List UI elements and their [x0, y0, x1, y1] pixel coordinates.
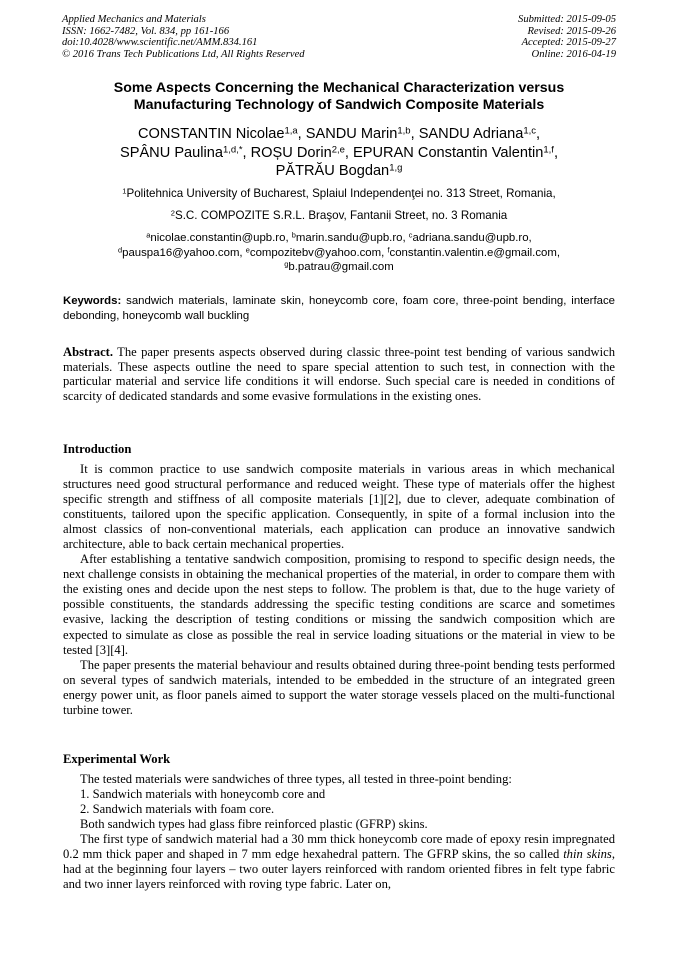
- email-link[interactable]: marin.sandu@upb.ro,: [295, 232, 406, 244]
- email-link[interactable]: compozitebv@yahoo.com,: [249, 246, 385, 259]
- author-name: SANDU Adriana: [418, 126, 524, 142]
- intro-paragraph-3: The paper presents the material behaviour and results obtained during three-point bending tests performed on several types of sandwich materials, intended to be embedded in the structure of an integrated green energy power unit, as floor panels aimed to support the water storage vessels placed on the multi-functional turbine tower.: [63, 657, 615, 717]
- journal-name: Applied Mechanics and Materials: [62, 14, 206, 25]
- abstract-text: The paper presents aspects observed during classic three-point test bending of various sandwich materials. These aspects outline the need to spare special attention to such test, in connection with the particular material and service life conditions it will endorse. Such special care is needed in conditions of scarcity of dedicated standards and some evasive formulations in the existing ones.: [63, 345, 615, 403]
- email-sup: c: [408, 230, 413, 240]
- affiliation-sup: 1: [122, 186, 127, 196]
- exp-p3-text-b: , had at the beginning four layers – two outer layers reinforced with random oriented fibres in felt type fabric and two inner layers reinforced with roving type fabric. Later on,: [63, 847, 615, 892]
- title-line-1: Some Aspects Concerning the Mechanical Characterization versus: [113, 80, 565, 96]
- email-line-3: [40, 260, 638, 275]
- affiliation-text: Politehnica University of Bucharest, Splaiul Independenţei no. 313 Street, Romania,: [126, 187, 556, 200]
- email-link[interactable]: constantin.valentin.e@gmail.com,: [389, 246, 561, 259]
- email-sup: a: [146, 230, 151, 240]
- affiliation-text: S.C. COMPOZITE S.R.L. Braşov, Fantanii Street, no. 3 Romania: [174, 209, 508, 222]
- affiliation-sup: 2: [170, 208, 175, 218]
- author-list: [40, 125, 638, 181]
- abstract-block: [63, 345, 615, 403]
- online-date: Online: 2016-04-19: [531, 48, 616, 60]
- experimental-heading: Experimental Work: [63, 752, 171, 766]
- doi-line: doi:10.4028/www.scientific.net/AMM.834.161: [62, 37, 258, 49]
- email-sup: b: [291, 230, 296, 240]
- issn-line: ISSN: 1662-7482, Vol. 834, pp 161-166: [62, 25, 230, 37]
- affiliation-1: [40, 187, 638, 201]
- exp-p3-emphasis: thin skins: [563, 847, 612, 862]
- submission-dates: [518, 14, 616, 60]
- author-line-1: CONSTANTIN Nicolae$^{1,a}$, SANDU Marin$^{1,b}$, SANDU Adriana$^{1,c}$,: [137, 125, 541, 142]
- author-affil-sup: 1,d,*: [223, 144, 243, 156]
- author-line-3: [40, 162, 638, 181]
- author-affil-sup: 1,g: [389, 162, 403, 174]
- exp-p3-text-a: The first type of sandwich material had a 30 mm thick honeycomb core made of epoxy resin impregnated 0.2 mm thick paper and shaped in 7 mm edge hexahedral pattern. The GFRP skins, the so called: [63, 832, 615, 862]
- exp-paragraph-3: [63, 832, 615, 892]
- email-link[interactable]: b.patrau@gmail.com: [288, 261, 394, 274]
- email-sup: d: [117, 245, 123, 255]
- introduction-section: [63, 462, 615, 718]
- email-sup: f: [387, 245, 390, 255]
- keywords-label: Keywords:: [63, 295, 122, 307]
- author-affil-sup: 2,e: [331, 144, 345, 156]
- email-link[interactable]: adriana.sandu@upb.ro,: [412, 232, 532, 244]
- author-line-2: SPÂNU Paulina$^{1,d,*}$, ROȘU Dorin$^{2,e}$, EPURAN Constantin Valentin$^{1,f}$,: [119, 144, 558, 161]
- exp-list-item-1: 1. Sandwich materials with honeycomb core and: [80, 787, 326, 802]
- author-name: PĂTRĂU Bogdan: [275, 163, 390, 180]
- email-sup: e: [245, 245, 250, 255]
- author-name: CONSTANTIN Nicolae: [137, 126, 285, 142]
- email-link[interactable]: nicolae.constantin@upb.ro,: [150, 232, 289, 244]
- exp-paragraph-2: Both sandwich types had glass fibre reinforced plastic (GFRP) skins.: [80, 817, 428, 832]
- exp-paragraph-1: The tested materials were sandwiches of three types, all tested in three-point bending:: [80, 772, 512, 786]
- title-line-2: Manufacturing Technology of Sandwich Composite Materials: [133, 97, 545, 114]
- email-sup: g: [284, 259, 289, 269]
- journal-header-info: [62, 14, 305, 60]
- keywords-text: sandwich materials, laminate skin, honeycomb core, foam core, three-point bending, interface debonding, honeycomb wall buckling: [63, 295, 615, 322]
- paper-title: [40, 80, 638, 115]
- author-affil-sup: 1,f: [543, 144, 554, 156]
- email-line-2: [40, 246, 638, 261]
- email-link[interactable]: pauspa16@yahoo.com,: [122, 246, 243, 259]
- email-line-1: [40, 231, 638, 246]
- introduction-heading: Introduction: [63, 442, 132, 456]
- experimental-section: [63, 772, 615, 892]
- author-name: SPÂNU Paulina: [119, 144, 224, 161]
- author-name: SANDU Marin: [305, 126, 398, 142]
- copyright-line: © 2016 Trans Tech Publications Ltd, All Rights Reserved: [62, 48, 305, 60]
- affiliation-2: [40, 209, 638, 223]
- abstract-label: Abstract.: [63, 345, 114, 359]
- keywords-block: [63, 294, 615, 323]
- submitted-date: Submitted: 2015-09-05: [518, 14, 616, 25]
- author-emails: [40, 231, 638, 275]
- intro-paragraph-1: It is common practice to use sandwich composite materials in various areas in which mechanical structures need good structural performance and reduced weight. These type of materials offer the highest specific strength and stiffness of all composite materials [1][2], due to clever, adequate combination of constituents, tailored upon the specific application. Consequently, in spite of a formal inclusion into the almost classics of non-conventional materials, each application can produce an innovative sandwich architecture, able to back certain mechanical properties.: [63, 462, 615, 552]
- intro-paragraph-2: After establishing a tentative sandwich composition, promising to respond to specific design needs, the next challenge consists in obtaining the mechanical properties of the material, in order to compare them with the existing ones and decide upon the nest steps to follow. The problem is that, due to the huge variety of possible constituents, the standards addressing the specific testing conditions are scarce and sometimes evasive, lacking the description of testing conditions or missing the sandwich composition which are expected to simulate as close as possible the real in service loading situations or the material in view to be tested [3][4].: [63, 552, 615, 657]
- exp-list-item-2: 2. Sandwich materials with foam core.: [80, 802, 275, 817]
- author-affil-sup: 1,c: [523, 125, 536, 137]
- author-name: EPURAN Constantin Valentin: [353, 144, 544, 161]
- author-affil-sup: 1,a: [284, 125, 298, 137]
- accepted-date: Accepted: 2015-09-27: [521, 37, 616, 49]
- revised-date: Revised: 2015-09-26: [527, 25, 616, 37]
- author-affil-sup: 1,b: [397, 125, 411, 137]
- author-name: ROȘU Dorin: [250, 144, 332, 161]
